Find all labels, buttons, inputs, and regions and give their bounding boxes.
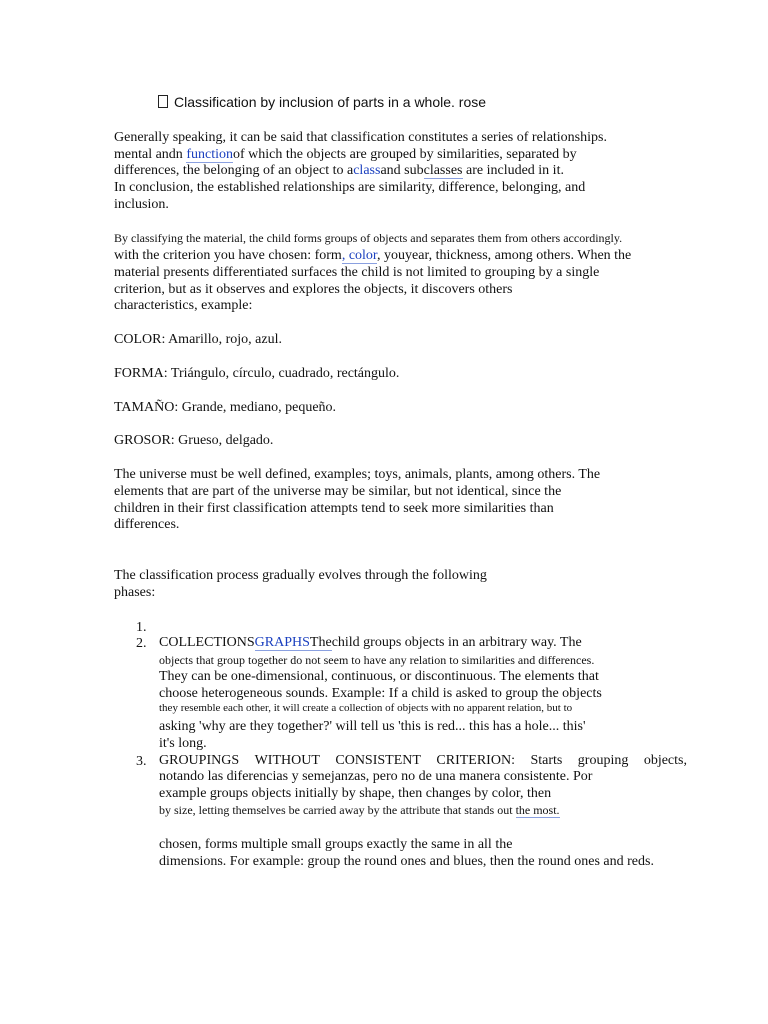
list-item-line: choose heterogeneous sounds. Example: If a child is asked to group the objects bbox=[159, 686, 602, 701]
paragraph-line: criterion, but as it observes and explores the objects, it discovers others bbox=[114, 282, 513, 297]
paragraph-line: By classifying the material, the child forms groups of objects and separates them from others accordingly. bbox=[114, 231, 623, 245]
paragraph-line: material presents differentiated surfaces the child is not limited to grouping by a single bbox=[114, 265, 600, 280]
class-link[interactable]: class bbox=[353, 163, 381, 178]
word: CONSISTENT bbox=[335, 753, 421, 768]
list-item-line: objects that group together do not seem to have any relation to similarities and differences. bbox=[159, 653, 595, 667]
word: WITHOUT bbox=[254, 753, 320, 768]
list-number: 1. bbox=[136, 620, 147, 635]
list-item-line bbox=[159, 804, 560, 816]
attribute-size: TAMAÑO: Grande, mediano, pequeño. bbox=[114, 400, 337, 415]
word: grouping bbox=[577, 753, 629, 768]
paragraph-line: phases: bbox=[114, 585, 156, 600]
text-run: and sub bbox=[380, 163, 424, 178]
word: Starts bbox=[530, 753, 563, 768]
paragraph-line bbox=[114, 164, 564, 178]
paragraph-line: Generally speaking, it can be said that classification constitutes a series of relationships. bbox=[114, 130, 607, 145]
color-link[interactable]: , color bbox=[341, 248, 378, 263]
text-run: differences, the belonging of an object to a bbox=[114, 163, 354, 178]
paragraph-line: inclusion. bbox=[114, 197, 169, 212]
text-run: by size, letting themselves be carried away by the attribute that stands out bbox=[159, 803, 516, 817]
list-item-line bbox=[159, 636, 582, 650]
missing-glyph-box-icon bbox=[158, 95, 168, 108]
text-run: of which the objects are grouped by similarities, separated by bbox=[232, 147, 577, 162]
paragraph-line: characteristics, example: bbox=[114, 298, 253, 313]
list-item-line: example groups objects initially by shape, then changes by color, then bbox=[159, 786, 552, 801]
text-run: are included in it. bbox=[462, 163, 564, 178]
paragraph-line: The classification process gradually evolves through the following bbox=[114, 568, 487, 583]
paragraph-line: differences. bbox=[114, 517, 180, 532]
the-most-link[interactable]: the most. bbox=[515, 803, 560, 817]
list-number: 2. bbox=[136, 636, 147, 651]
paragraph-line: In conclusion, the established relationships are similarity, difference, belonging, and bbox=[114, 180, 586, 195]
paragraph-line: elements that are part of the universe may be similar, but not identical, since the bbox=[114, 484, 562, 499]
word: CRITERION: bbox=[436, 753, 515, 768]
paragraph-line bbox=[114, 148, 577, 162]
word: objects, bbox=[643, 753, 687, 768]
list-item-line: They can be one-dimensional, continuous, or discontinuous. The elements that bbox=[159, 669, 599, 684]
list-number: 3. bbox=[136, 754, 147, 769]
list-item-line: asking 'why are they together?' will tell us 'this is red... this has a hole... this' bbox=[159, 719, 586, 734]
list-item-line: notando las diferencias y semejanzas, pero no de una manera consistente. Por bbox=[159, 769, 593, 784]
text-run: , youyear, thickness, among others. When the bbox=[377, 248, 632, 263]
text-run: with the criterion you have chosen: form bbox=[114, 248, 342, 263]
text-run: child groups objects in an arbitrary way. The bbox=[331, 635, 582, 650]
attribute-form: FORMA: Triángulo, círculo, cuadrado, rectángulo. bbox=[114, 366, 400, 381]
text-run: mental andn bbox=[114, 147, 187, 162]
list-item-line: dimensions. For example: group the round ones and blues, then the round ones and reds. bbox=[159, 854, 654, 869]
paragraph-line: The universe must be well defined, examples; toys, animals, plants, among others. The bbox=[114, 467, 601, 482]
the-link[interactable]: The bbox=[309, 635, 332, 650]
graphs-link[interactable]: GRAPHS bbox=[254, 635, 310, 650]
section-heading bbox=[158, 95, 486, 109]
function-link[interactable]: function bbox=[186, 147, 233, 162]
list-item-line: they resemble each other, it will create a collection of objects with no apparent relation, but to bbox=[159, 702, 573, 714]
list-item-line: it's long. bbox=[159, 736, 207, 751]
word: GROUPINGS bbox=[159, 753, 240, 768]
heading-text: Classification by inclusion of parts in a whole. rose bbox=[174, 94, 487, 110]
attribute-color: COLOR: Amarillo, rojo, azul. bbox=[114, 332, 282, 347]
paragraph-line bbox=[114, 249, 631, 263]
paragraph-line: children in their first classification attempts tend to seek more similarities than bbox=[114, 501, 554, 516]
list-item-line bbox=[159, 754, 687, 768]
text-run: COLLECTIONS bbox=[159, 635, 255, 650]
classes-link[interactable]: classes bbox=[423, 163, 463, 178]
list-item-line: chosen, forms multiple small groups exactly the same in all the bbox=[159, 837, 513, 852]
attribute-thickness: GROSOR: Grueso, delgado. bbox=[114, 433, 274, 448]
